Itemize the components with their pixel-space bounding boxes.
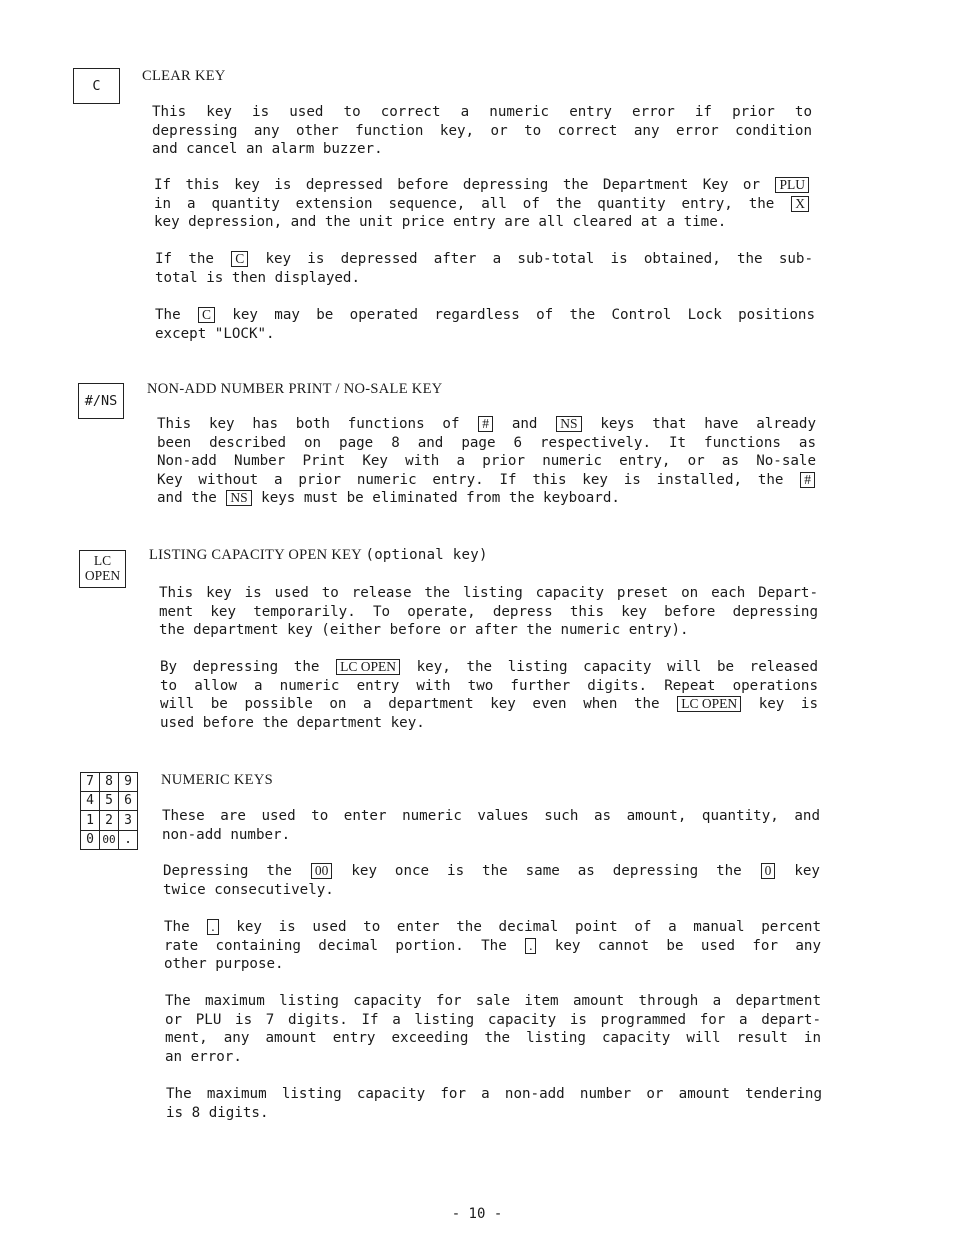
clear-key-icon: C <box>73 68 120 104</box>
non-add-no-sale-key-icon: #/NS <box>78 383 124 419</box>
page-number: - 10 - <box>451 1206 503 1222</box>
lc-open-key-icon: LC OPEN <box>79 550 126 588</box>
numeric-paragraph-2: Depressing the 00 key once is the same as depressing the 0 key twice consecutively. <box>163 863 820 898</box>
numeric-keypad-icon: 7 8 9 4 5 6 1 2 3 0 00 . <box>80 772 138 850</box>
non-add-key-heading: NON-ADD NUMBER PRINT / NO-SALE KEY <box>147 381 443 397</box>
number-key-icon: # <box>478 416 493 432</box>
lc-open-key-inline-icon: LC OPEN <box>677 696 741 712</box>
number-key-icon: # <box>800 472 815 488</box>
plu-key-icon: PLU <box>775 177 809 193</box>
numeric-paragraph-1: These are used to enter numeric values such as amount, quantity, and non-add number. <box>162 808 820 843</box>
no-sale-key-icon: NS <box>556 416 581 432</box>
lc-open-key-inline-icon: LC OPEN <box>336 659 400 675</box>
numeric-paragraph-3: The . key is used to enter the decimal point of a manual percent rate containing decimal portion. The . key cannot be used for any other purpose. <box>164 919 821 972</box>
clear-key-heading: CLEAR KEY <box>142 68 226 84</box>
decimal-key-icon: . <box>525 938 536 954</box>
clear-key-paragraph-2: If this key is depressed before depressing the Department Key or PLU in a quantity extension sequence, all of the quantity entry, the X key depression, and the unit price entry are all cleared at a time. <box>154 176 810 232</box>
double-zero-key-icon: 00 <box>311 863 333 879</box>
multiply-key-icon: X <box>791 196 809 212</box>
clear-key-paragraph-3: If the C key is depressed after a sub-total is obtained, the sub- total is then displayed. <box>155 251 813 286</box>
zero-key-icon: 0 <box>761 863 776 879</box>
lc-open-paragraph-1: This key is used to release the listing capacity preset on each Depart- ment key temporarily. To operate, depress this key before depressing the department key (either before or after the numeric entry). <box>159 585 818 638</box>
decimal-key-icon: . <box>207 919 218 935</box>
numeric-keys-heading: NUMERIC KEYS <box>161 772 273 788</box>
clear-key-paragraph-4: The C key may be operated regardless of the Control Lock positions except "LOCK". <box>155 307 815 342</box>
lc-open-paragraph-2: By depressing the LC OPEN key, the listing capacity will be released to allow a numeric entry with two further digits. Repeat operations will be possible on a department key even when the LC OPEN key is used before the department key. <box>160 659 819 731</box>
clear-key-inline-icon: C <box>198 307 215 323</box>
lc-open-key-heading: LISTING CAPACITY OPEN KEY (optional key) <box>149 547 488 563</box>
non-add-key-paragraph: This key has both functions of # and NS keys that have already been described on page 8 and page 6 respectively. It functions as Non-add Number Print Key with a prior numeric entry, or as No-sale Key without a prior numeric entry. If this key is installed, the # and the NS keys must be eliminated from the keyboard. <box>157 416 816 506</box>
numeric-paragraph-4: The maximum listing capacity for sale item amount through a department or PLU is 7 digits. If a listing capacity is programmed for a depart- ment, any amount entry exceeding the listing capacity will result in an error. <box>165 993 821 1065</box>
no-sale-key-icon: NS <box>226 490 251 506</box>
clear-key-inline-icon: C <box>231 251 248 267</box>
clear-key-paragraph-1: This key is used to correct a numeric entry error if prior to depressing any other function key, or to correct any error condition and cancel an alarm buzzer. <box>152 104 812 157</box>
numeric-paragraph-5: The maximum listing capacity for a non-add number or amount tendering is 8 digits. <box>166 1086 822 1121</box>
